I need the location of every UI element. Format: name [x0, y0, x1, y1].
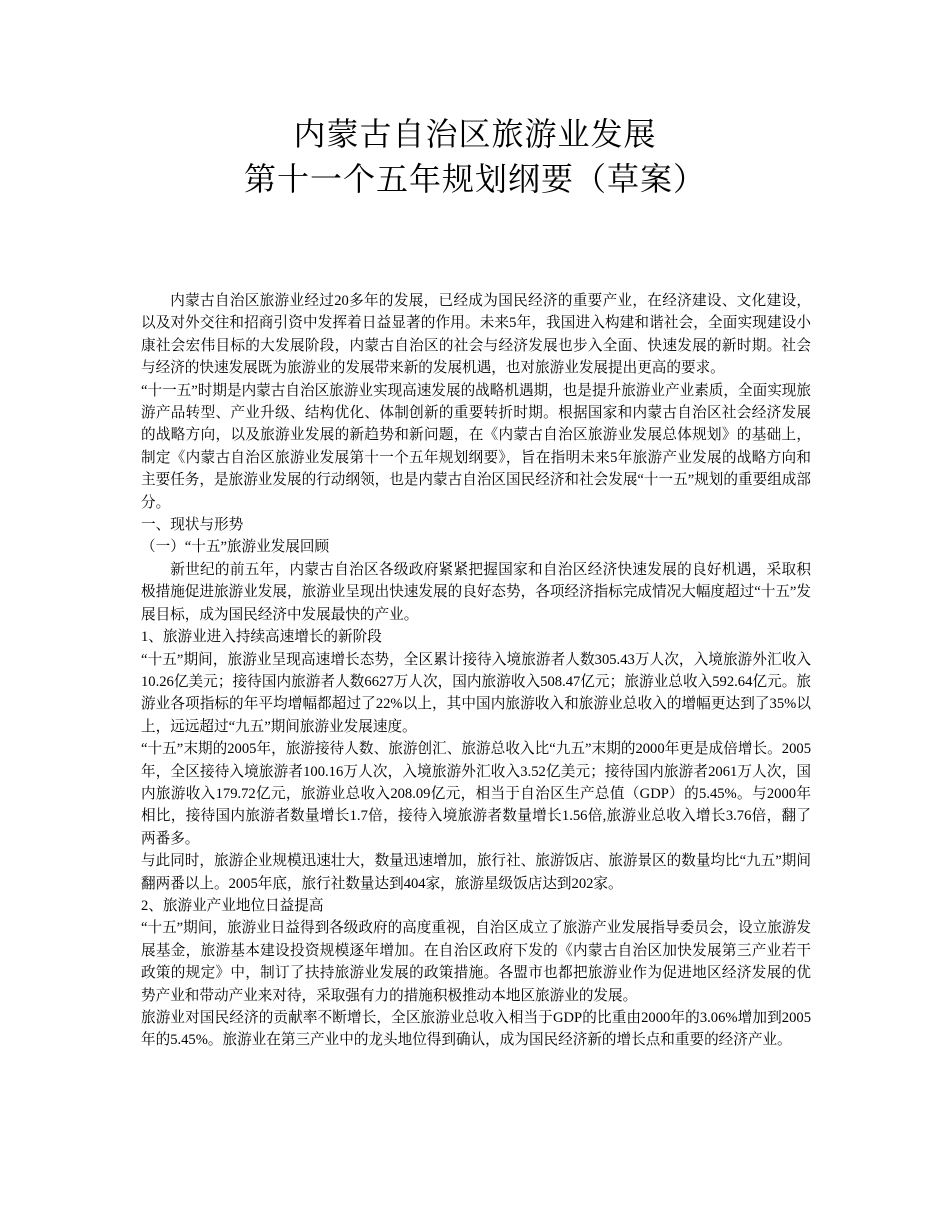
- document-title: [0, 112, 950, 202]
- paragraph-period-overview: “十一五”时期是内蒙古自治区旅游业实现高速发展的战略机遇期，也是提升旅游业产业素质，全面实现旅游产品转型、产业升级、结构优化、体制创新的重要转折时期。根据国家和内蒙古自治区社会经济发展的战略方向，以及旅游业发展的新趋势和新问题，在《内蒙古自治区旅游业发展总体规划》的基础上，制定《内蒙古自治区旅游业发展第十一个五年规划纲要》，旨在指明未来5年旅游产业发展的战略方向和主要任务，是旅游业发展的行动纲领，也是内蒙古自治区国民经济和社会发展“十一五”规划的重要组成部分。: [141, 382, 811, 511]
- paragraph-review: 新世纪的前五年，内蒙古自治区各级政府紧紧把握国家和自治区经济快速发展的良好机遇，采取积极措施促进旅游业发展，旅游业呈现出快速发展的良好态势，各项经济指标完成情况大幅度超过“十五”发展目标，成为国民经济中发展最快的产业。: [141, 561, 811, 623]
- paragraph-growth-stats: “十五”期间，旅游业呈现高速增长态势，全区累计接待入境旅游者人数305.43万人次，入境旅游外汇收入10.26亿美元；接待国内旅游者人数6627万人次，国内旅游收入508.47亿元；旅游业总收入592.64亿元。旅游业各项指标的年平均增幅都超过了22%以上，其中国内旅游收入和旅游业总收入的增幅更达到了35%以上，远远超过“九五”期间旅游业发展速度。: [141, 651, 811, 735]
- item-heading-2: 2、旅游业产业地位日益提高: [141, 897, 324, 914]
- paragraph-2005-stats: “十五”末期的2005年，旅游接待人数、旅游创汇、旅游总收入比“九五”末期的2000年更是成倍增长。2005年，全区接待入境旅游者100.16万人次，入境旅游外汇收入3.52亿美元；接待国内旅游者2061万人次，国内旅游收入179.72亿元，旅游业总收入208.09亿元，相当于自治区生产总值（GDP）的5.45%。与2000年相比，接待国内旅游者数量增长1.7倍，接待入境旅游者数量增长1.56倍,旅游业总收入增长3.76倍，翻了两番多。: [141, 741, 811, 847]
- title-line-2: 第十一个五年规划纲要（草案）: [243, 160, 706, 198]
- item-heading-1: 1、旅游业进入持续高速增长的新阶段: [141, 629, 382, 646]
- paragraph-enterprise-scale: 与此同时，旅游企业规模迅速壮大，数量迅速增加，旅行社、旅游饭店、旅游景区的数量均比“九五”期间翻两番以上。2005年底，旅行社数量达到404家，旅游星级饭店达到202家。: [141, 853, 811, 892]
- paragraph-gdp-contribution: 旅游业对国民经济的贡献率不断增长，全区旅游业总收入相当于GDP的比重由2000年的3.06%增加到2005年的5.45%。旅游业在第三产业中的龙头地位得到确认，成为国民经济新的增长点和重要的经济产业。: [141, 1010, 811, 1049]
- subsection-heading-1: （一）“十五”旅游业发展回顾: [141, 539, 330, 556]
- section-heading-1: 一、现状与形势: [141, 517, 244, 534]
- paragraph-intro: 内蒙古自治区旅游业经过20多年的发展，已经成为国民经济的重要产业，在经济建设、文化建设，以及对外交往和招商引资中发挥着日益显著的作用。未来5年，我国进入构建和谐社会，全面实现建设小康社会宏伟目标的大发展阶段，内蒙古自治区的社会与经济发展也步入全面、快速发展的新时期。社会与经济的快速发展既为旅游业的发展带来新的发展机遇，也对旅游业发展提出更高的要求。: [141, 293, 811, 377]
- document-body: [141, 290, 811, 1052]
- paragraph-government-support: “十五”期间，旅游业日益得到各级政府的高度重视，自治区成立了旅游产业发展指导委员会，设立旅游发展基金，旅游基本建设投资规模逐年增加。在自治区政府下发的《内蒙古自治区加快发展第三产业若干政策的规定》中，制订了扶持旅游业发展的政策措施。各盟市也都把旅游业作为促进地区经济发展的优势产业和带动产业来对待，采取强有力的措施积极推动本地区旅游业的发展。: [141, 920, 811, 1004]
- title-line-1: 内蒙古自治区旅游业发展: [293, 115, 657, 153]
